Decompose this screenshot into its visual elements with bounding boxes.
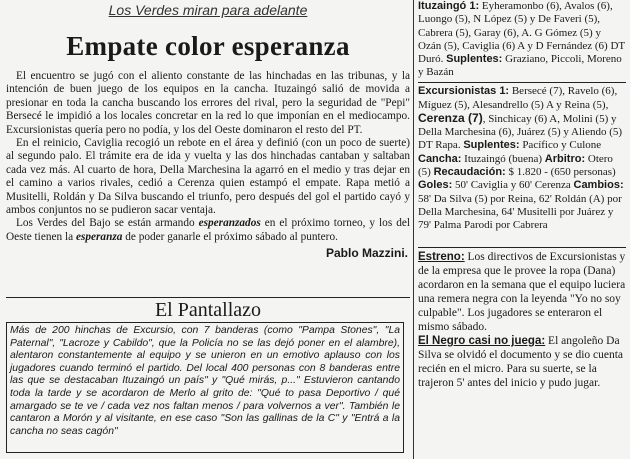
match-details: Cancha: Ituzaingó (buena) Arbitro: Otero (5) Recaudación: $ 1.820 - (650 personas) Goles: 50' Caviglia y 60' Cerenza Cambios: 58' Da Silva (5) por Reina, 62' Roldán (A) por Della Marchesina, 64' Musitelli por Juárez y 79' Palma Parodi por Cabrera [418, 152, 624, 232]
negro-note: El Negro casi no juega: El angoleño Da Silva se olvidó el documento y se dio cuenta recién en el micro. Para su suerte, se la trajeron 5' antes del inicio y pudo jugar. [418, 335, 624, 390]
pantallazo-box [6, 322, 404, 453]
pantallazo-text: Más de 200 hinchas de Excursio, con 7 banderas (como "Pampa Stones", "La Paternal", "Lacroze y Cabildo", que la Policía no se las dejó poner en el alambre), alentaron constantemente al equipo y se unieron en un emotivo aplauso con los jugadores cuando terminó el partido. Del local 400 personas con 8 banderas entre las que se destacaban Ituzaingó un país" y "Qué mirás, p..." Estuvieron cantando toda la tarde y se acordaron de Merlo al grito de: "Qué to pasa Deportivo / qué amargado se te ve / cada vez nos faltan menos / para volvernos a ver". También le cantaron a Morón y al visitante, en ese caso "Son las gallinas de la C" y "Entrá a la cancha no seas cagón" [10, 325, 400, 437]
article-paragraph-1: El encuentro se jugó con el aliento constante de las hinchadas en las tribunas, y la intención de buen juego de los equipos en la cancha. Ituzaingó salió de movida a presionar en toda la cancha buscando los errores del rival, pero la seguridad de "Pepi" Bersecé le impidió a los locales concretar en la red lo que imponían en el mediocampo. Excursionistas quería pero no podía, y los del Oeste dominaron el resto del PT. [6, 70, 410, 136]
estreno-note: Estreno: Los directivos de Excursionistas y de la empresa que le provee la ropa (Dana) acordaron en la semana que el equipo luciera una remera negra con la leyenda "Yo no soy culpable". Los jugadores se enteraron el mismo sábado. [418, 251, 626, 334]
section-divider [6, 297, 410, 298]
main-article [6, 0, 410, 260]
article-kicker: Los Verdes miran para adelante [108, 2, 308, 18]
sidebar-divider-2 [418, 247, 626, 249]
article-paragraph-2: En el reinicio, Caviglia recogió un rebote en el área y definió (con un poco de suerte) al segundo palo. El trámite era de ida y vuelta y las dos hinchadas cantaban y saltaban cada vez más. Al cuarto de hora, Della Marchesina la agarró en el medio y tras dejar en el camino a varios rivales, cedió a Cerenza quien estampó el empate. Rapa metió a Musitelli, Roldán y Da Silva buscando el triunfo, pero después del gol el partido cayó y ambos conjuntos no se pudieron sacar ventaja. [6, 137, 410, 217]
article-byline: Pablo Mazzini. [325, 246, 408, 261]
sidebar-divider [418, 82, 626, 84]
match-sidebar [418, 0, 626, 390]
excursionistas-lineup: Excursionistas 1: Bersecé (7), Ravelo (6), Míguez (5), Alesandrello (5) A y Reina (5), Cerenza (7), Sinchicay (6) A, Molini (5) y Della Marchesina (6), Juárez (5) y Aliendo (5) DT Rapa. Suplentes: Pacífico y Culone [418, 85, 623, 152]
column-rule [413, 0, 414, 459]
article-headline: Empate color esperanza [66, 31, 350, 61]
article-paragraph-3: Los Verdes del Bajo se están armando esperanzados en el próximo torneo, y los del Oeste tienen la esperanza de poder ganarle el próximo sábado al puntero. [6, 217, 410, 243]
pantallazo-title: El Pantallazo [154, 299, 262, 321]
ituzaingo-lineup: Ituzaingó 1: Eyheramonbo (6), Avalos (6), Luongo (5), N López (5) y De Faveri (5), Cabrera (5), Garay (6), A. G Gómez (5) y Ozán (5), Caviglia (6) A y D Fernández (6) DT Duró. Suplentes: Graziano, Piccoli, Moreno y Bazán [418, 0, 625, 79]
